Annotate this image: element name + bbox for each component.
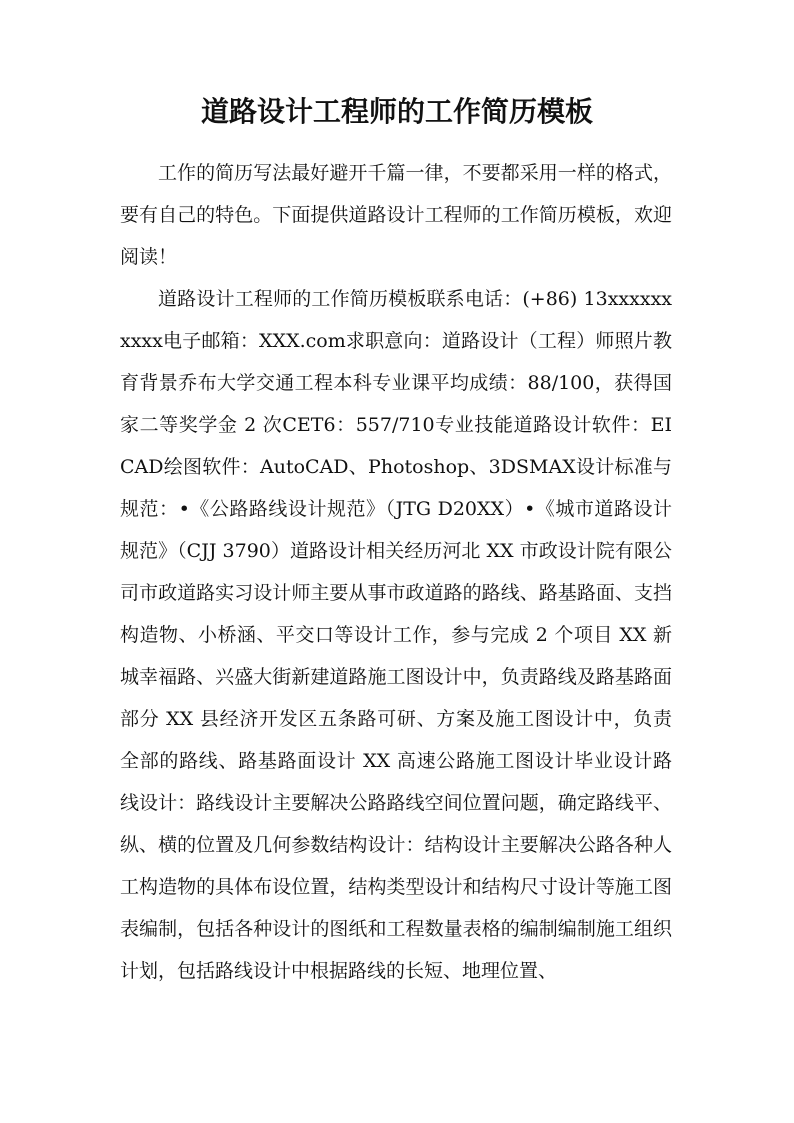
resume-body-paragraph: 道路设计工程师的工作简历模板联系电话：(+86) 13xxxxxxxxxx电子邮箱：XXX.com求职意向：道路设计（工程）师照片教育背景乔布大学交通工程本科专业课平均成绩：88/100，获得国家二等奖学金 2 次CET6：557/710专业技能道路设计软件：EICAD绘图软件：AutoCAD、Photoshop、3DSMAX设计标准与规范：•《公路路线设计规范》（JTG D20XX）•《城市道路设计规范》（CJJ 3790）道路设计相关经历河北 XX 市政设计院有限公司市政道路实习设计师主要从事市政道路的路线、路基路面、支挡构造物、小桥涵、平交口等设计工作，参与完成 2 个项目 XX 新城幸福路、兴盛大街新建道路施工图设计中，负责路线及路基路面部分 XX 县经济开发区五条路可研、方案及施工图设计中，负责全部的路线、路基路面设计 XX 高速公路施工图设计毕业设计路线设计：路线设计主要解决公路路线空间位置问题，确定路线平、纵、横的位置及几何参数结构设计：结构设计主要解决公路各种人工构造物的具体布设位置，结构类型设计和结构尺寸设计等施工图表编制，包括各种设计的图纸和工程数量表格的编制编制施工组织计划，包括路线设计中根据路线的长短、地理位置、	[120, 288, 672, 982]
intro-paragraph: 工作的简历写法最好避开千篇一律，不要都采用一样的格式，要有自己的特色。下面提供道路设计工程师的工作简历模板，欢迎阅读！	[120, 162, 672, 268]
document-title: 道路设计工程师的工作简历模板	[200, 95, 593, 128]
